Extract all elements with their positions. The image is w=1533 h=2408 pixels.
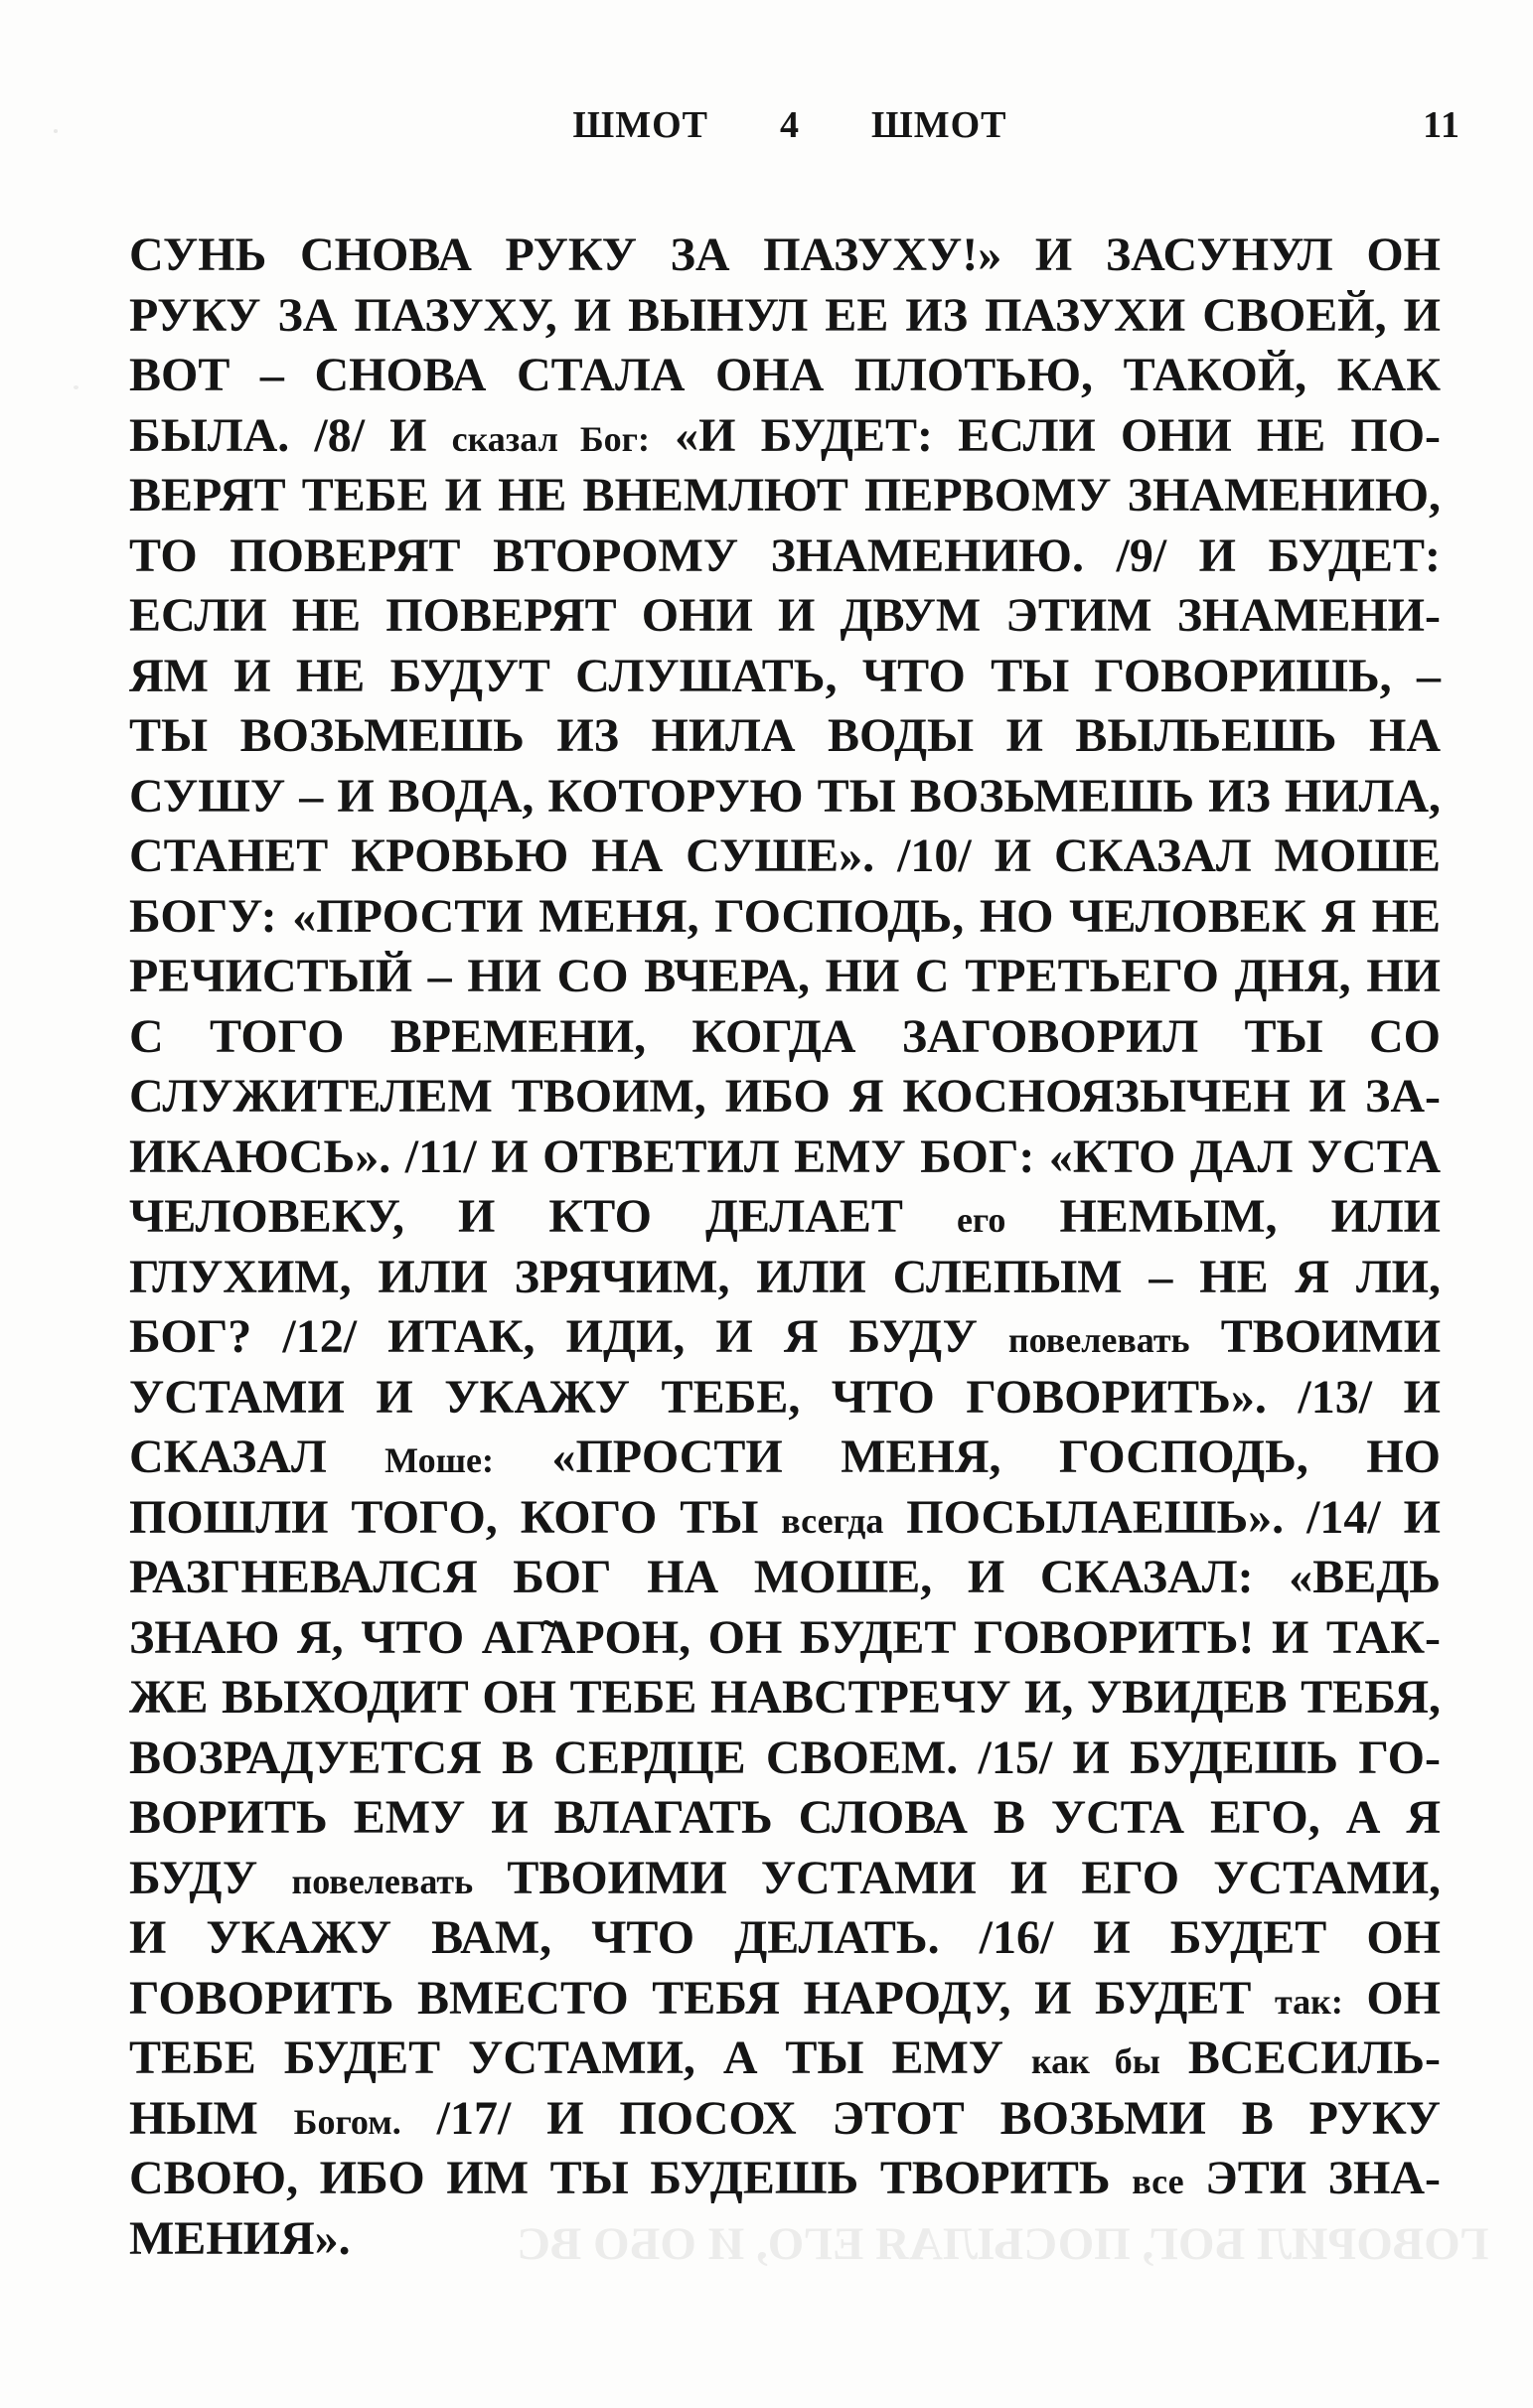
verse-text: «ПРОСТИ МЕНЯ, ГОСПОДЬ, НО (551, 1430, 1442, 1483)
verse-text: ПОШЛИ ТОГО, КОГО ТЫ (129, 1490, 759, 1544)
text-line (129, 226, 1441, 286)
text-line (129, 1368, 1441, 1429)
inserted-word: его (956, 1200, 1006, 1240)
inserted-word: Моше: (384, 1440, 495, 1480)
text-line (129, 1488, 1441, 1549)
verse-text: РУКУ ЗА ПАЗУХУ, И ВЫНУЛ ЕЕ ИЗ ПАЗУХИ СВОЕЙ, И (129, 288, 1441, 342)
text-line (129, 1248, 1441, 1308)
verse-text: ОН (1366, 1971, 1442, 2025)
inserted-word: так: (1274, 1981, 1343, 2022)
inserted-word: Богом. (293, 2101, 401, 2142)
verse-text: ВЕРЯТ ТЕБЕ И НЕ ВНЕМЛЮТ ПЕРВОМУ ЗНАМЕНИЮ, (129, 469, 1441, 522)
verse-text: ГЛУХИМ, ИЛИ ЗРЯЧИМ, ИЛИ СЛЕПЫМ – НЕ Я ЛИ, (129, 1250, 1441, 1303)
verse-text: НЕМЫМ, ИЛИ (1059, 1190, 1442, 1243)
verse-text: БУДУ (129, 1851, 258, 1904)
inserted-word: сказал Бог: (451, 418, 651, 459)
verse-text: НЫМ (129, 2091, 258, 2145)
text-line (129, 2089, 1441, 2150)
verse-text: РЕЧИСТЫЙ – НИ СО ВЧЕРА, НИ С ТРЕТЬЕГО ДНЯ, НИ (129, 950, 1441, 1002)
text-line (129, 466, 1441, 527)
text-line (129, 1908, 1441, 1969)
inserted-word: повелевать (291, 1861, 474, 1901)
verse-text: РАЗГНЕВАЛСЯ БОГ НА МОШЕ, И СКАЗАЛ: «ВЕДЬ (129, 1551, 1441, 1603)
verse-text: ТЫ ВОЗЬМЕШЬ ИЗ НИЛА ВОДЫ И ВЫЛЬЕШЬ НА (129, 709, 1441, 762)
verse-text: МЕНИЯ». (129, 2211, 351, 2265)
text-line (129, 2029, 1441, 2089)
verse-text: ТВОИМИ УСТАМИ И ЕГО УСТАМИ, (507, 1851, 1442, 1904)
verse-text: ВОТ – СНОВА СТАЛА ОНА ПЛОТЬЮ, ТАКОЙ, КАК (129, 349, 1441, 401)
text-line (129, 767, 1441, 828)
verse-text: ТЕБЕ БУДЕТ УСТАМИ, А ТЫ ЕМУ (129, 2032, 1004, 2084)
text-line (129, 706, 1441, 767)
verse-text: ЭТИ ЗНА- (1205, 2152, 1441, 2204)
text-line (129, 1128, 1441, 1188)
text-line (129, 527, 1441, 587)
verse-text: «И БУДЕТ: ЕСЛИ ОНИ НЕ ПО- (675, 408, 1442, 462)
scan-speck (74, 385, 78, 389)
verse-text: СУШУ – И ВОДА, КОТОРУЮ ТЫ ВОЗЬМЕШЬ ИЗ НИЛА, (129, 769, 1441, 823)
text-line (129, 827, 1441, 887)
text-line (129, 647, 1441, 707)
book-title-left: ШМОТ (572, 104, 708, 146)
text-line (129, 1548, 1441, 1608)
text-line (129, 1969, 1441, 2030)
verse-text: /17/ И ПОСОХ ЭТОТ ВОЗЬМИ В РУКУ (436, 2091, 1442, 2145)
chapter-number: 4 (780, 104, 800, 146)
text-line (129, 1729, 1441, 1789)
inserted-word: все (1132, 2162, 1184, 2201)
verse-text: И УКАЖУ ВАМ, ЧТО ДЕЛАТЬ. /16/ И БУДЕТ ОН (129, 1911, 1441, 1964)
verse-text: ЗНАЮ Я, ЧТО АГ̃АРОН, ОН БУДЕТ ГОВОРИТЬ! И ТАК- (129, 1610, 1441, 1664)
verse-text: ЕСЛИ НЕ ПОВЕРЯТ ОНИ И ДВУМ ЭТИМ ЗНАМЕНИ- (129, 589, 1441, 642)
inserted-word: как бы (1030, 2041, 1160, 2081)
verse-text: СКАЗАЛ (129, 1430, 327, 1483)
verse-text: ТО ПОВЕРЯТ ВТОРОМУ ЗНАМЕНИЮ. /9/ И БУДЕТ: (129, 528, 1441, 582)
verse-text: С ТОГО ВРЕМЕНИ, КОГДА ЗАГОВОРИЛ ТЫ СО (129, 1009, 1441, 1063)
text-line (129, 1187, 1441, 1248)
verse-text: ВСЕСИЛЬ- (1187, 2032, 1442, 2084)
verse-text: ЯМ И НЕ БУДУТ СЛУШАТЬ, ЧТО ТЫ ГОВОРИШЬ, – (129, 649, 1441, 702)
running-header (129, 103, 1460, 151)
text-line (129, 947, 1441, 1007)
verse-text: БЫЛА. /8/ И (129, 408, 427, 462)
text-line (129, 1007, 1441, 1068)
text-line (129, 286, 1441, 347)
text-line (129, 1849, 1441, 1909)
text-line (129, 586, 1441, 647)
text-line (129, 1668, 1441, 1729)
verse-text: БОГУ: «ПРОСТИ МЕНЯ, ГОСПОДЬ, НО ЧЕЛОВЕК Я НЕ (129, 889, 1441, 943)
inserted-word: повелевать (1007, 1320, 1190, 1360)
text-line (129, 346, 1441, 406)
verse-text: ГОВОРИТЬ ВМЕСТО ТЕБЯ НАРОДУ, И БУДЕТ (129, 1971, 1252, 2025)
verse-text: ЧЕЛОВЕКУ, И КТО ДЕЛАЕТ (129, 1190, 903, 1243)
text-line (129, 887, 1441, 948)
verse-text: УСТАМИ И УКАЖУ ТЕБЕ, ЧТО ГОВОРИТЬ». /13/ И (129, 1370, 1441, 1424)
text-line (129, 1428, 1441, 1488)
bleed-through-text: ГОВОРИЛ БОГ, ПОСЫЛАЯ ЕГО, И ОБО ВС (516, 2218, 1488, 2270)
verse-text: СТАНЕТ КРОВЬЮ НА СУШЕ». /10/ И СКАЗАЛ МОШЕ (129, 829, 1441, 882)
text-body (129, 226, 1441, 2269)
book-title-right: ШМОТ (871, 104, 1007, 146)
verse-text: СВОЮ, ИБО ИМ ТЫ БУДЕШЬ ТВОРИТЬ (129, 2152, 1111, 2204)
verse-text: СЛУЖИТЕЛЕМ ТВОИМ, ИБО Я КОСНОЯЗЫЧЕН И ЗА- (129, 1070, 1441, 1123)
inserted-word: всегда (781, 1500, 884, 1541)
text-line (129, 406, 1441, 467)
text-line (129, 1307, 1441, 1368)
scan-speck (54, 129, 58, 133)
verse-text: БОГ? /12/ ИТАК, ИДИ, И Я БУДУ (129, 1310, 978, 1363)
running-header-center (129, 103, 1451, 147)
verse-text: ЖЕ ВЫХОДИТ ОН ТЕБЕ НАВСТРЕЧУ И, УВИДЕВ ТЕБЯ, (129, 1671, 1441, 1724)
verse-text: ПОСЫЛАЕШЬ». /14/ И (906, 1490, 1441, 1544)
verse-text: ИКАЮСЬ». /11/ И ОТВЕТИЛ ЕМУ БОГ: «КТО ДАЛ УСТА (129, 1129, 1441, 1183)
text-line (129, 2149, 1441, 2209)
page-number: 11 (1423, 104, 1460, 146)
text-line (129, 1067, 1441, 1128)
verse-text: ВОЗРАДУЕТСЯ В СЕРДЦЕ СВОЕМ. /15/ И БУДЕШЬ ГО- (129, 1731, 1441, 1784)
text-line (129, 1608, 1441, 1669)
text-line (129, 1788, 1441, 1849)
verse-text: ТВОИМИ (1220, 1310, 1442, 1363)
verse-text: СУНЬ СНОВА РУКУ ЗА ПАЗУХУ!» И ЗАСУНУЛ ОН (129, 228, 1441, 281)
verse-text: ВОРИТЬ ЕМУ И ВЛАГАТЬ СЛОВА В УСТА ЕГО, А Я (129, 1791, 1441, 1844)
